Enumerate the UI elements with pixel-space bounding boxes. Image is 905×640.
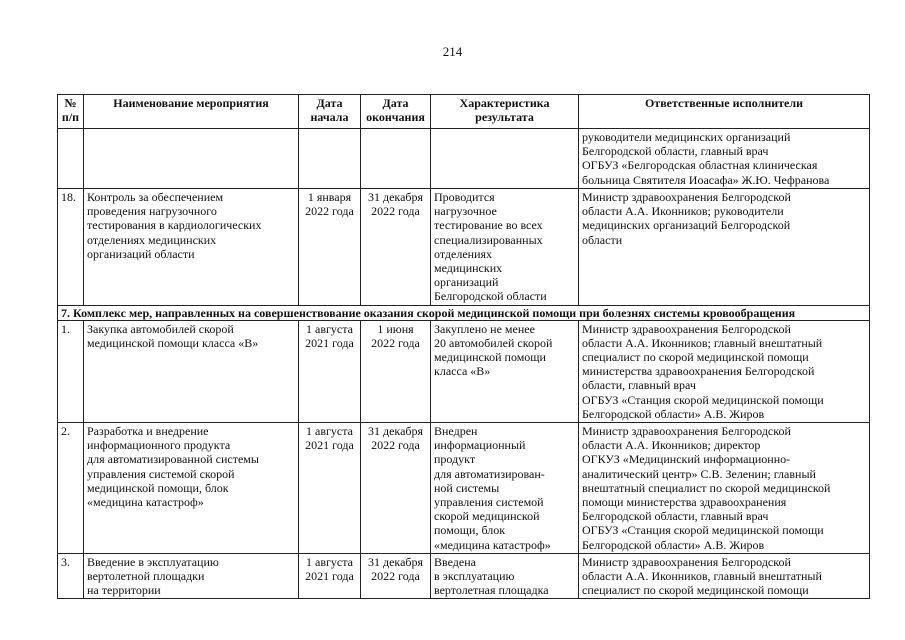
cell-num [58, 129, 84, 189]
cell-responsible: Министр здравоохранения Белгородской области А.А. Иконников; директор ОГКУЗ «Медицинский информационно- аналитический центр» С.В. Зеленин; главный внештатный специалист по скорой медицинской помощи министерства здравоохранения Белгородской области, главный врач ОГБУЗ «Станция скорой медицинской помощи Белгородской области» А.В. Жиров [579, 423, 870, 554]
cell-start: 1 января 2022 года [299, 189, 361, 306]
header-responsible: Ответственные исполнители [579, 95, 870, 129]
cell-name [84, 129, 299, 189]
cell-result: Внедрен информационный продукт для автоматизирован- ной системы управления системой скорой медицинской помощи, блок «медицина катастроф» [431, 423, 579, 554]
events-table [57, 94, 870, 599]
cell-num: 3. [58, 553, 84, 599]
cell-num: 18. [58, 189, 84, 306]
cell-end: 31 декабря 2022 года [361, 553, 431, 599]
cell-name: Введение в эксплуатацию вертолетной площадки на территории [84, 553, 299, 599]
cell-start: 1 августа 2021 года [299, 553, 361, 599]
cell-num: 2. [58, 423, 84, 554]
cell-start: 1 августа 2021 года [299, 423, 361, 554]
cell-end: 1 июня 2022 года [361, 320, 431, 422]
cell-result: Проводится нагрузочное тестирование во всех специализированных отделениях медицинских организаций Белгородской области [431, 189, 579, 306]
cell-result: Введена в эксплуатацию вертолетная площадка [431, 553, 579, 599]
section-title: 7. Комплекс мер, направленных на совершенствование оказания скорой медицинской помощи при болезнях системы кровообращения [58, 305, 870, 320]
header-end: Дата окончания [361, 95, 431, 129]
header-name: Наименование мероприятия [84, 95, 299, 129]
cell-result: Закуплено не менее 20 автомобилей скорой медицинской помощи класса «В» [431, 320, 579, 422]
cell-responsible: руководители медицинских организаций Белгородской области, главный врач ОГБУЗ «Белгородская областная клиническая больница Святителя Иоасафа» Ж.Ю. Чефранова [579, 129, 870, 189]
cell-start: 1 августа 2021 года [299, 320, 361, 422]
cell-responsible: Министр здравоохранения Белгородской области А.А. Иконников; главный внештатный специалист по скорой медицинской помощи министерства здравоохранения Белгородской области, главный врач ОГБУЗ «Станция скорой медицинской помощи Белгородской области» А.В. Жиров [579, 320, 870, 422]
cell-name: Закупка автомобилей скорой медицинской помощи класса «В» [84, 320, 299, 422]
header-row [58, 95, 870, 129]
page-number: 214 [442, 44, 463, 59]
cell-responsible: Министр здравоохранения Белгородской области А.А. Иконников, главный внештатный специалист по скорой медицинской помощи [579, 553, 870, 599]
cell-result [431, 129, 579, 189]
header-num: № п/п [58, 95, 84, 129]
cell-end: 31 декабря 2022 года [361, 189, 431, 306]
table-row [58, 320, 870, 422]
cell-start [299, 129, 361, 189]
table-row [58, 189, 870, 306]
table-row [58, 423, 870, 554]
section-row [58, 305, 870, 320]
table-row [58, 553, 870, 599]
cell-num: 1. [58, 320, 84, 422]
cell-end: 31 декабря 2022 года [361, 423, 431, 554]
header-result: Характеристика результата [431, 95, 579, 129]
header-start: Дата начала [299, 95, 361, 129]
cell-responsible: Министр здравоохранения Белгородской области А.А. Иконников; руководители медицинских организаций Белгородской области [579, 189, 870, 306]
cell-end [361, 129, 431, 189]
cell-name: Разработка и внедрение информационного продукта для автоматизированной системы управления системой скорой медицинской помощи, блок «медицина катастроф» [84, 423, 299, 554]
cell-name: Контроль за обеспечением проведения нагрузочного тестирования в кардиологических отделениях медицинских организаций области [84, 189, 299, 306]
table-row [58, 129, 870, 189]
